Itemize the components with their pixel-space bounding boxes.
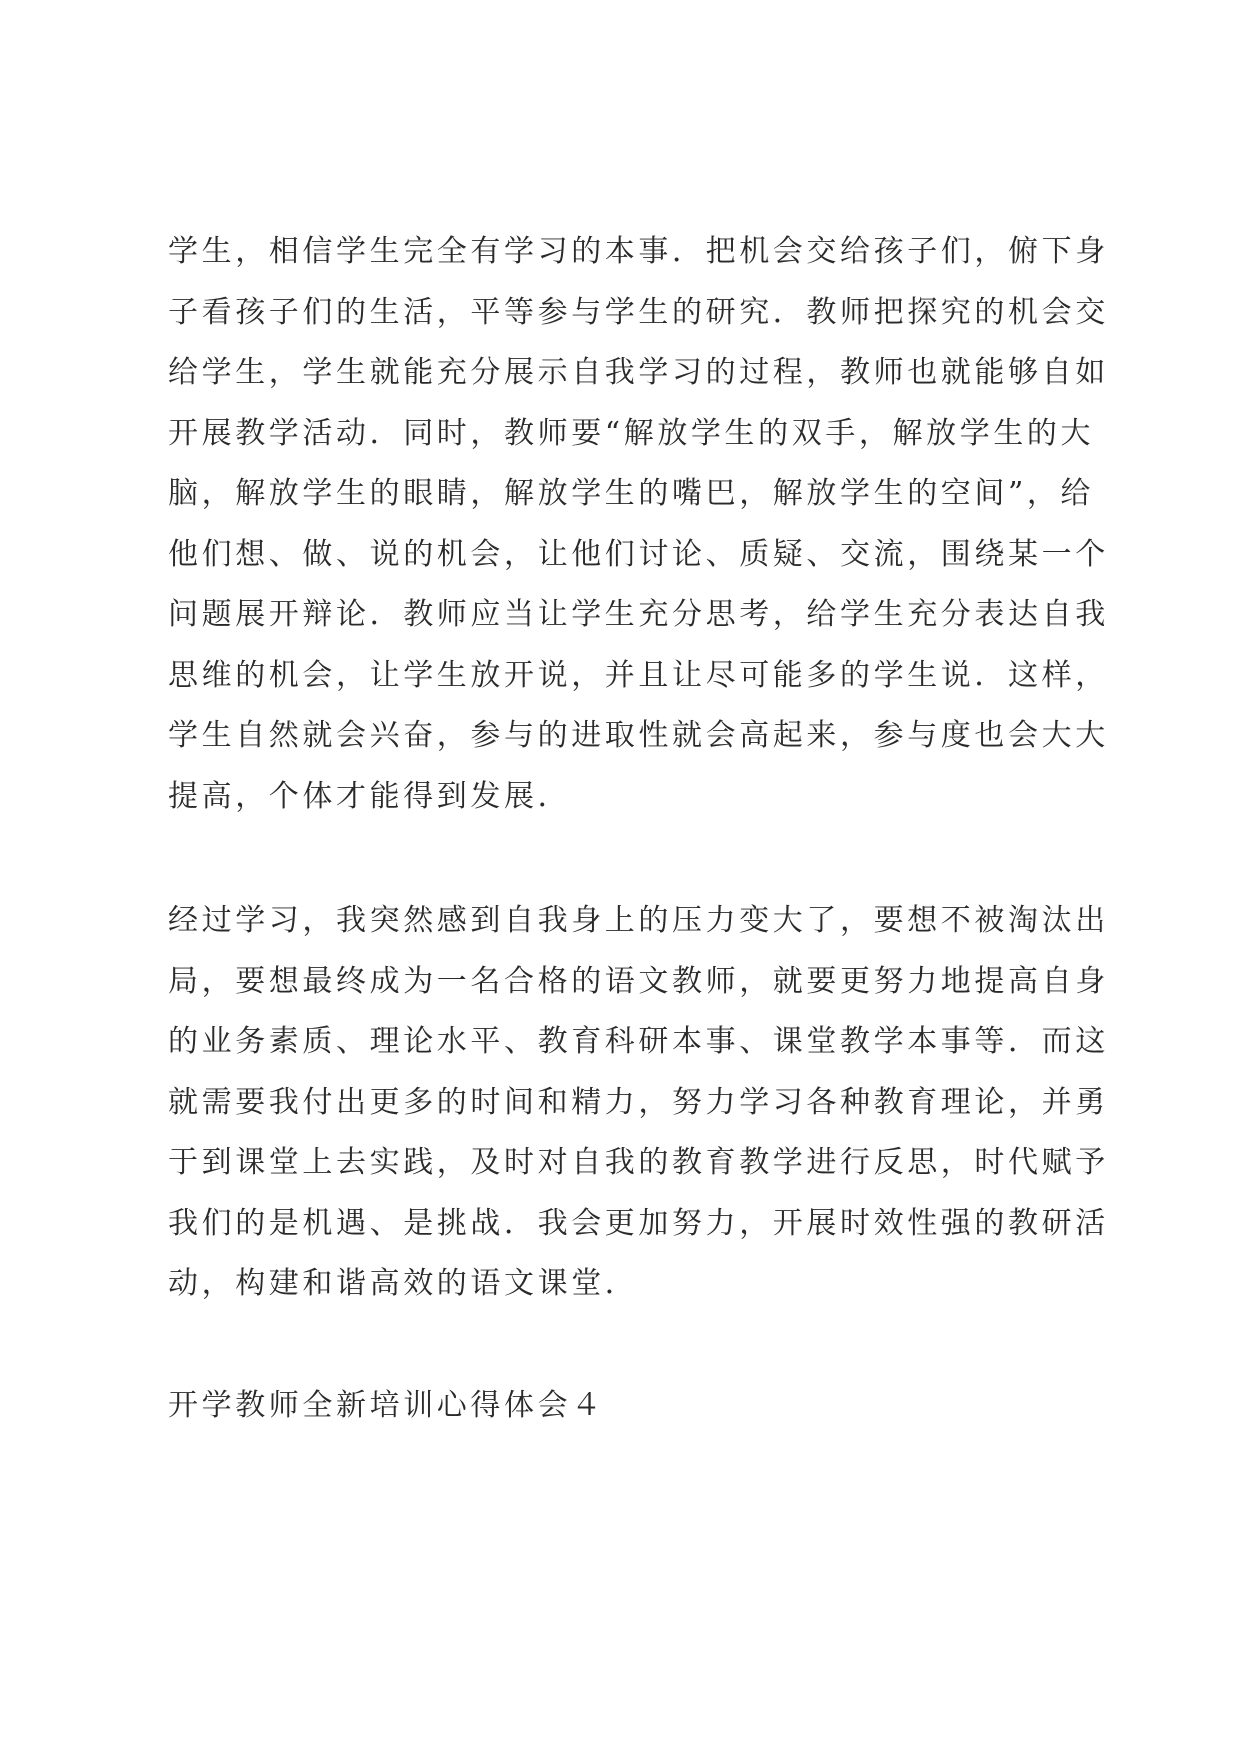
section-heading: 开学教师全新培训心得体会４ [168,1387,605,1423]
paragraph-line: 于到课堂上去实践，及时对自我的教育教学进行反思，时代赋予 [168,1145,1109,1180]
body-paragraph-2 [168,891,1109,1315]
paragraph-line: 脑，解放学生的眼睛，解放学生的嘴巴，解放学生的空间”，给 [168,476,1095,511]
paragraph-line: 他们想、做、说的机会，让他们讨论、质疑、交流，围绕某一个 [168,536,1109,572]
paragraph-line: 问题展开辩论．教师应当让学生充分思考，给学生充分表达自我 [168,597,1109,632]
paragraph-line: 局，要想最终成为一名合格的语文教师，就要更努力地提高自身 [168,963,1109,999]
paragraph-line: 开展教学活动．同时，教师要“解放学生的双手，解放学生的大 [168,415,1095,451]
paragraph-line: 学生，相信学生完全有学习的本事．把机会交给孩子们，俯下身 [168,234,1109,269]
paragraph-line: 动，构建和谐高效的语文课堂． [168,1266,639,1301]
document-page [168,222,1109,1436]
body-paragraph-1 [168,222,1109,827]
paragraph-line: 经过学习，我突然感到自我身上的压力变大了，要想不被淘汰出 [168,903,1109,938]
paragraph-line: 就需要我付出更多的时间和精力，努力学习各种教育理论，并勇 [168,1084,1109,1120]
paragraph-line: 的业务素质、理论水平、教育科研本事、课堂教学本事等．而这 [168,1024,1109,1059]
paragraph-line: 我们的是机遇、是挑战．我会更加努力，开展时效性强的教研活 [168,1205,1109,1241]
paragraph-line: 子看孩子们的生活，平等参与学生的研究．教师把探究的机会交 [168,294,1109,330]
paragraph-line: 给学生，学生就能充分展示自我学习的过程，教师也就能够自如 [168,355,1109,390]
paragraph-line: 学生自然就会兴奋，参与的进取性就会高起来，参与度也会大大 [168,718,1109,753]
paragraph-line: 思维的机会，让学生放开说，并且让尽可能多的学生说．这样， [168,657,1109,693]
paragraph-line: 提高，个体才能得到发展． [168,778,572,814]
